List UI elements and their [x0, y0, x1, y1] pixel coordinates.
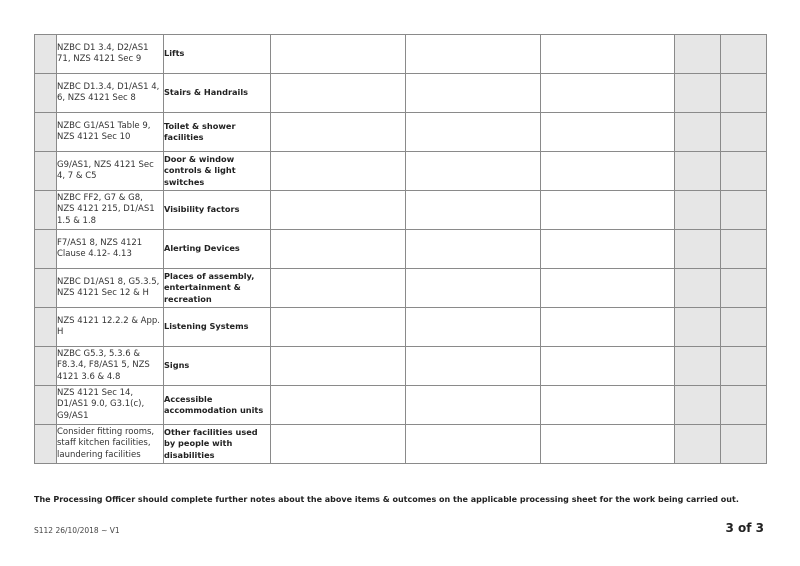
notes-entry-cell[interactable]	[406, 308, 541, 347]
notes-entry-cell[interactable]	[406, 191, 541, 230]
table-row	[35, 191, 767, 230]
page-number: 3 of 3	[725, 521, 764, 535]
notes-entry-cell[interactable]	[271, 386, 406, 425]
row-margin-cell	[35, 230, 57, 269]
item-label-cell: Accessible accommodation units	[164, 386, 271, 425]
notes-entry-cell[interactable]	[541, 347, 675, 386]
check-entry-cell[interactable]	[675, 113, 721, 152]
notes-entry-cell[interactable]	[406, 74, 541, 113]
check-entry-cell[interactable]	[675, 74, 721, 113]
row-margin-cell	[35, 425, 57, 464]
check-entry-cell[interactable]	[721, 269, 767, 308]
check-entry-cell[interactable]	[675, 269, 721, 308]
check-entry-cell[interactable]	[721, 152, 767, 191]
row-margin-cell	[35, 152, 57, 191]
check-entry-cell[interactable]	[721, 425, 767, 464]
table-row	[35, 230, 767, 269]
code-reference-cell: NZBC G5.3, 5.3.6 & F8.3.4, F8/AS1 5, NZS 4121 3.6 & 4.8	[57, 347, 164, 386]
item-label-cell: Lifts	[164, 35, 271, 74]
notes-entry-cell[interactable]	[271, 425, 406, 464]
notes-entry-cell[interactable]	[271, 308, 406, 347]
row-margin-cell	[35, 35, 57, 74]
check-entry-cell[interactable]	[721, 35, 767, 74]
table-row	[35, 269, 767, 308]
notes-entry-cell[interactable]	[271, 269, 406, 308]
item-label-cell: Signs	[164, 347, 271, 386]
notes-entry-cell[interactable]	[541, 269, 675, 308]
notes-entry-cell[interactable]	[541, 386, 675, 425]
check-entry-cell[interactable]	[675, 230, 721, 269]
check-entry-cell[interactable]	[721, 308, 767, 347]
code-reference-cell: Consider fitting rooms, staff kitchen facilities, laundering facilities	[57, 425, 164, 464]
notes-entry-cell[interactable]	[406, 347, 541, 386]
item-label-cell: Stairs & Handrails	[164, 74, 271, 113]
check-entry-cell[interactable]	[675, 35, 721, 74]
notes-entry-cell[interactable]	[271, 230, 406, 269]
notes-entry-cell[interactable]	[541, 230, 675, 269]
row-margin-cell	[35, 113, 57, 152]
notes-entry-cell[interactable]	[541, 113, 675, 152]
table-row	[35, 308, 767, 347]
table-row	[35, 425, 767, 464]
code-reference-cell: NZBC D1/AS1 8, G5.3.5, NZS 4121 Sec 12 & H	[57, 269, 164, 308]
notes-entry-cell[interactable]	[541, 425, 675, 464]
notes-entry-cell[interactable]	[406, 269, 541, 308]
check-entry-cell[interactable]	[721, 230, 767, 269]
check-entry-cell[interactable]	[675, 425, 721, 464]
accessibility-checklist-table	[34, 34, 767, 464]
table-row	[35, 347, 767, 386]
row-margin-cell	[35, 191, 57, 230]
table-row	[35, 386, 767, 425]
check-entry-cell[interactable]	[721, 191, 767, 230]
notes-entry-cell[interactable]	[541, 152, 675, 191]
check-entry-cell[interactable]	[675, 308, 721, 347]
document-code: S112 26/10/2018 ~ V1	[34, 526, 120, 535]
code-reference-cell: F7/AS1 8, NZS 4121 Clause 4.12- 4.13	[57, 230, 164, 269]
notes-entry-cell[interactable]	[406, 386, 541, 425]
item-label-cell: Other facilities used by people with disabilities	[164, 425, 271, 464]
row-margin-cell	[35, 308, 57, 347]
notes-entry-cell[interactable]	[271, 113, 406, 152]
notes-entry-cell[interactable]	[406, 152, 541, 191]
item-label-cell: Listening Systems	[164, 308, 271, 347]
processing-officer-note: The Processing Officer should complete further notes about the above items & outcomes on the applicable processing sheet for the work being carried out.	[34, 495, 739, 504]
table-row	[35, 113, 767, 152]
code-reference-cell: G9/AS1, NZS 4121 Sec 4, 7 & C5	[57, 152, 164, 191]
item-label-cell: Door & window controls & light switches	[164, 152, 271, 191]
table-row	[35, 35, 767, 74]
check-entry-cell[interactable]	[675, 347, 721, 386]
check-entry-cell[interactable]	[721, 74, 767, 113]
code-reference-cell: NZBC D1.3.4, D1/AS1 4, 6, NZS 4121 Sec 8	[57, 74, 164, 113]
row-margin-cell	[35, 269, 57, 308]
row-margin-cell	[35, 74, 57, 113]
notes-entry-cell[interactable]	[541, 35, 675, 74]
notes-entry-cell[interactable]	[271, 152, 406, 191]
table-row	[35, 152, 767, 191]
code-reference-cell: NZBC D1 3.4, D2/AS1 71, NZS 4121 Sec 9	[57, 35, 164, 74]
item-label-cell: Places of assembly, entertainment & recreation	[164, 269, 271, 308]
notes-entry-cell[interactable]	[406, 113, 541, 152]
notes-entry-cell[interactable]	[406, 230, 541, 269]
code-reference-cell: NZBC FF2, G7 & G8, NZS 4121 215, D1/AS1 1.5 & 1.8	[57, 191, 164, 230]
item-label-cell: Alerting Devices	[164, 230, 271, 269]
item-label-cell: Toilet & shower facilities	[164, 113, 271, 152]
check-entry-cell[interactable]	[721, 113, 767, 152]
checklist-sheet	[34, 34, 766, 464]
notes-entry-cell[interactable]	[541, 191, 675, 230]
notes-entry-cell[interactable]	[406, 35, 541, 74]
code-reference-cell: NZS 4121 Sec 14, D1/AS1 9.0, G3.1(c), G9/AS1	[57, 386, 164, 425]
notes-entry-cell[interactable]	[541, 308, 675, 347]
checklist-rows	[35, 35, 767, 464]
table-row	[35, 74, 767, 113]
notes-entry-cell[interactable]	[406, 425, 541, 464]
row-margin-cell	[35, 386, 57, 425]
row-margin-cell	[35, 347, 57, 386]
notes-entry-cell[interactable]	[271, 347, 406, 386]
check-entry-cell[interactable]	[675, 386, 721, 425]
check-entry-cell[interactable]	[675, 191, 721, 230]
item-label-cell: Visibility factors	[164, 191, 271, 230]
check-entry-cell[interactable]	[721, 347, 767, 386]
check-entry-cell[interactable]	[721, 386, 767, 425]
code-reference-cell: NZBC G1/AS1 Table 9, NZS 4121 Sec 10	[57, 113, 164, 152]
notes-entry-cell[interactable]	[271, 74, 406, 113]
code-reference-cell: NZS 4121 12.2.2 & App. H	[57, 308, 164, 347]
notes-entry-cell[interactable]	[271, 191, 406, 230]
notes-entry-cell[interactable]	[541, 74, 675, 113]
check-entry-cell[interactable]	[675, 152, 721, 191]
notes-entry-cell[interactable]	[271, 35, 406, 74]
